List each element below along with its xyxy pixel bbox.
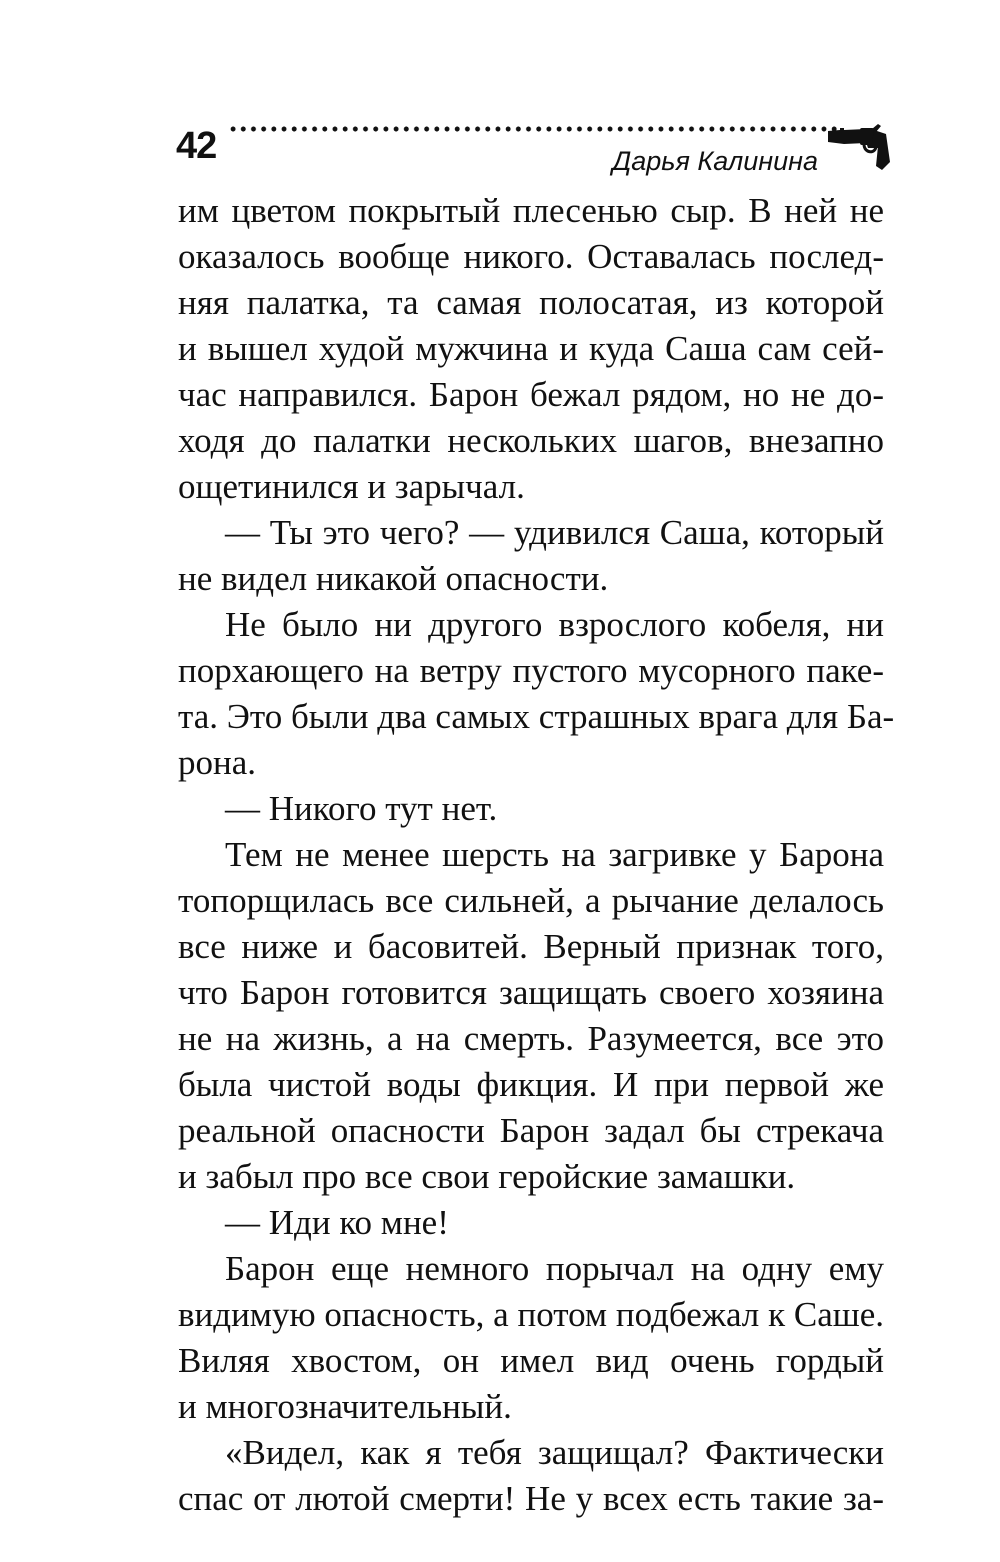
- text-line: Виляя хвостом, он имел вид очень гордый: [178, 1341, 884, 1380]
- text-line: реальной опасности Барон задал бы стрекача: [178, 1111, 884, 1150]
- body-text: [178, 188, 895, 1522]
- text-line: час направился. Барон бежал рядом, но не до-: [178, 375, 884, 414]
- text-line: что Барон готовится защищать своего хозяина: [178, 973, 884, 1012]
- text-line: и забыл про все свои геройские замашки.: [178, 1157, 796, 1196]
- text-line: няя палатка, та самая полосатая, из которой: [178, 283, 884, 322]
- dotted-rule: [228, 122, 840, 136]
- text-line: была чистой воды фикция. И при первой же: [178, 1065, 884, 1104]
- text-line: — Никого тут нет.: [225, 789, 498, 828]
- text-line: видимую опасность, а потом подбежал к Саше.: [178, 1295, 884, 1334]
- text-line: и многозначительный.: [178, 1387, 512, 1426]
- text-line: Тем не менее шерсть на загривке у Барона: [225, 835, 884, 874]
- revolver-icon: [826, 122, 892, 174]
- text-line: оказалось вообще никого. Оставалась послед-: [178, 237, 884, 276]
- text-line: — Иди ко мне!: [225, 1203, 449, 1242]
- text-line: ходя до палатки нескольких шагов, внезапно: [178, 421, 884, 460]
- text-line: — Ты это чего? — удивился Саша, который: [225, 513, 884, 552]
- text-line: порхающего на ветру пустого мусорного паке-: [178, 651, 884, 690]
- text-line: Барон еще немного порычал на одну ему: [225, 1249, 884, 1288]
- text-line: топорщилась все сильней, а рычание делалось: [178, 881, 884, 920]
- text-line: «Видел, как я тебя защищал? Фактически: [225, 1433, 884, 1472]
- text-line: все ниже и басовитей. Верный признак того,: [178, 927, 884, 966]
- text-line: им цветом покрытый плесенью сыр. В ней не: [178, 191, 884, 230]
- text-line: рона.: [178, 743, 257, 782]
- text-line: спас от лютой смерти! Не у всех есть такие за-: [178, 1479, 884, 1518]
- text-line: Не было ни другого взрослого кобеля, ни: [225, 605, 884, 644]
- text-line: та. Это были два самых страшных врага для Ба-: [178, 697, 895, 736]
- text-line: и вышел худой мужчина и куда Саша сам сей-: [178, 329, 884, 368]
- running-head-author: Дарья Калинина: [612, 146, 818, 176]
- text-line: ощетинился и зарычал.: [178, 467, 525, 506]
- text-line: не на жизнь, а на смерть. Разумеется, все это: [178, 1019, 884, 1058]
- text-line: не видел никакой опасности.: [178, 559, 609, 598]
- page-number: 42: [176, 125, 217, 167]
